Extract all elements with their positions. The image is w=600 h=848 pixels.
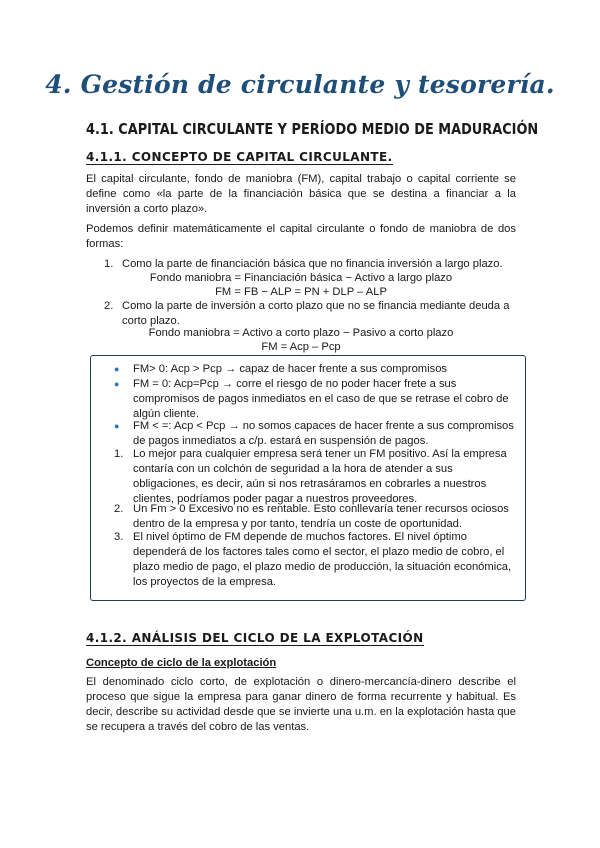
bullet-icon: ● — [114, 379, 120, 389]
section-heading-4-1-1: 4.1.1. CONCEPTO DE CAPITAL CIRCULANTE. — [86, 150, 393, 164]
box-number-2: 2. — [114, 503, 124, 515]
paragraph-math-forms: Podemos definir matemáticamente el capital circulante o fondo de maniobra de dos formas: — [86, 223, 516, 250]
box-item-2: Un Fm > 0 Excesivo no es rentable. Esto conllevaría tener recursos ociosos dentro de la empresa y por tanto, tendría un coste de oportunidad. — [133, 503, 509, 530]
section-heading-4-1: 4.1. CAPITAL CIRCULANTE Y PERÍODO MEDIO DE MADURACIÓN — [86, 120, 539, 138]
paragraph-ciclo: El denominado ciclo corto, de explotación o dinero-mercancía-dinero describe el proceso que sigue la empresa para ganar dinero de forma recurrente y habitual. Es decir, describe su actividad desde que se invierte una u.m. en la explotación hasta que se recupera a través del cobro de las ventas. — [86, 676, 516, 733]
box-bullet-1: FM> 0: Acp > Pcp → capaz de hacer frente a sus compromisos — [133, 363, 448, 375]
formula-1b: FM = FB − ALP = PN + DLP – ALP — [215, 286, 387, 298]
list-number-2: 2. — [104, 300, 114, 312]
box-bullet-3: FM < =: Acp < Pcp → no somos capaces de hacer frente a sus compromisos de pagos inmediatos a c/p. estará en suspensión de pagos. — [133, 420, 514, 447]
box-item-3: El nivel óptimo de FM depende de muchos factores. El nivel óptimo dependerá de los factores tales como el sector, el plazo medio de cobro, el plazo medio de pago, el plazo medio de producción, la situación económica, los proyectos de la empresa. — [133, 531, 512, 588]
formula-2b: FM = Acp – Pcp — [261, 341, 341, 353]
box-bullet-2: FM = 0: Acp=Pcp → corre el riesgo de no poder hacer frete a sus compromisos de pagos inmediatos en el caso de que se retrase el cobro de algún cliente. — [133, 378, 509, 420]
formula-1a: Fondo maniobra = Financiación básica − Activo a largo plazo — [149, 272, 453, 284]
box-number-1: 1. — [114, 448, 124, 460]
bullet-icon: ● — [114, 364, 120, 374]
formula-2a: Fondo maniobra = Activo a corto plazo − Pasivo a corto plazo — [148, 327, 454, 339]
paragraph-definition: El capital circulante, fondo de maniobra (FM), capital trabajo o capital corriente se define como «la parte de la financiación básica que se destina a financiar a la inversión a corto plazo». — [86, 173, 516, 215]
box-number-3: 3. — [114, 531, 124, 543]
subheading-ciclo: Concepto de ciclo de la explotación — [86, 657, 277, 669]
bullet-icon: ● — [114, 421, 120, 431]
list-number-1: 1. — [104, 258, 114, 270]
list-item-1-text: Como la parte de financiación básica que no financia inversión a largo plazo. — [122, 258, 503, 270]
section-heading-4-1-2: 4.1.2. ANÁLISIS DEL CICLO DE LA EXPLOTACIÓN — [86, 631, 424, 645]
page-title: 4. Gestión de circulante y tesorería. — [45, 70, 555, 99]
box-item-1: Lo mejor para cualquier empresa será tener un FM positivo. Así la empresa contaría con un colchón de seguridad a la hora de atender a sus obligaciones, es decir, aún si nos retrasáramos en cobrarles a nuestros clientes, podríamos poder pagar a nuestros proveedores. — [133, 448, 507, 505]
list-item-2-text: Como la parte de inversión a corto plazo que no se financia mediante deuda a corto plazo. — [122, 300, 510, 327]
